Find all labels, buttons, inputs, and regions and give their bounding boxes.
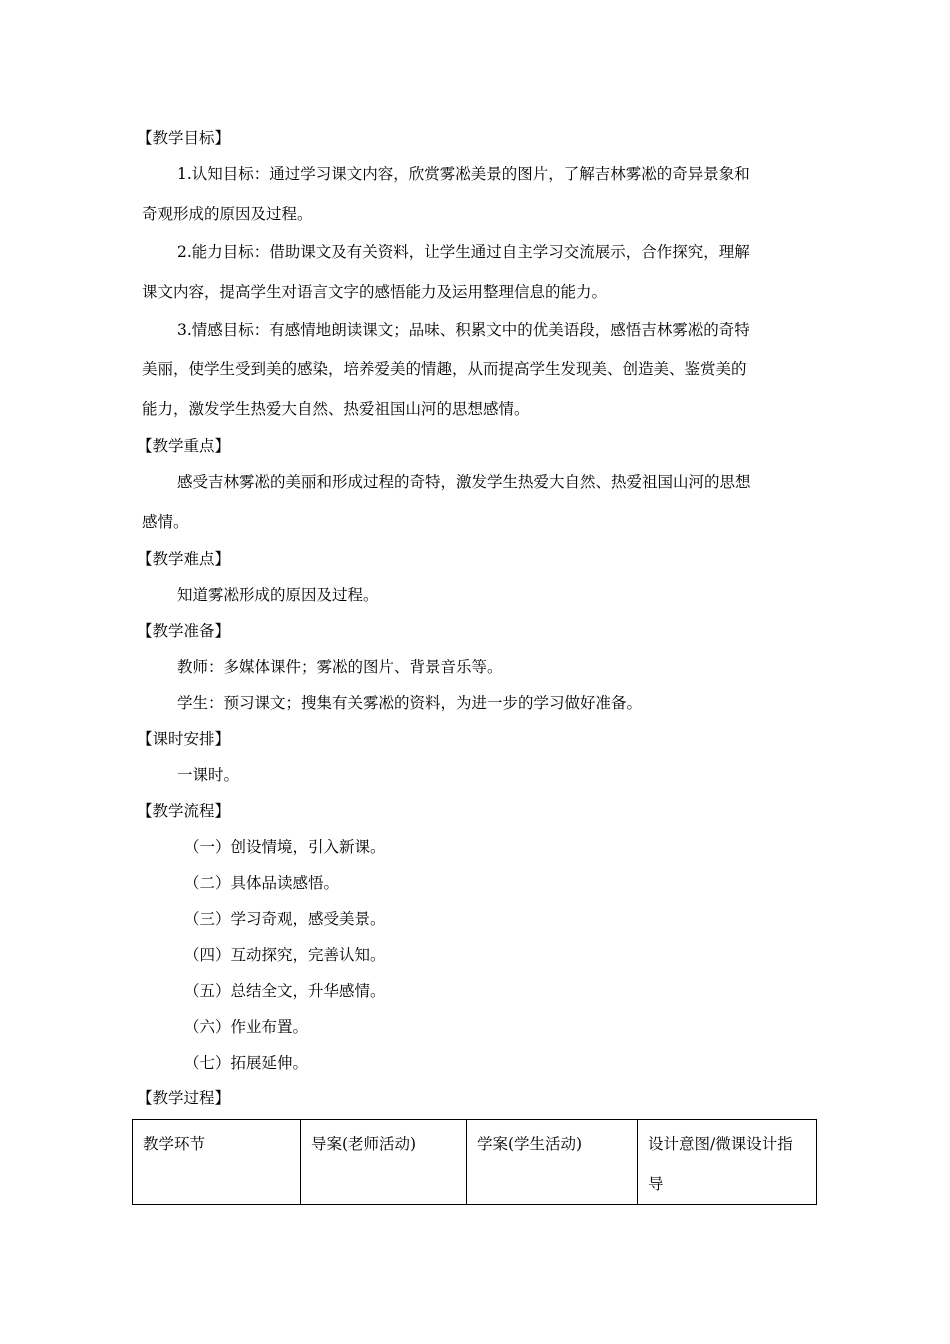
goal-2-line-2: 课文内容，提高学生对语言文字的感悟能力及运用整理信息的能力。 — [142, 283, 608, 301]
table-header-row — [133, 1120, 817, 1205]
goals-heading: 【教学目标】 — [137, 129, 231, 147]
schedule-heading: 【课时安排】 — [137, 730, 231, 748]
table-header-cell: 学案(学生活动) — [467, 1120, 638, 1205]
prep-heading: 【教学准备】 — [137, 622, 231, 640]
goal-3-line-3: 能力，激发学生热爱大自然、热爱祖国山河的思想感情。 — [142, 400, 530, 418]
flow-item: （四）互动探究，完善认知。 — [184, 946, 386, 964]
schedule-line: 一课时。 — [177, 766, 240, 784]
difficulty-line: 知道雾凇形成的原因及过程。 — [177, 586, 379, 604]
goal-3-line-1: 3.情感目标：有感情地朗读课文；品味、积累文中的优美语段，感悟吉林雾凇的奇特 — [177, 321, 750, 339]
flow-item: （三）学习奇观，感受美景。 — [184, 910, 386, 928]
goal-1-line-2: 奇观形成的原因及过程。 — [142, 205, 313, 223]
goal-1-line-1: 1.认知目标：通过学习课文内容，欣赏雾凇美景的图片，了解吉林雾凇的奇异景象和 — [177, 165, 750, 183]
table-header-cell: 设计意图/微课设计指导 — [638, 1120, 817, 1205]
key-heading: 【教学重点】 — [137, 437, 231, 455]
goal-2-line-1: 2.能力目标：借助课文及有关资料，让学生通过自主学习交流展示，合作探究，理解 — [177, 243, 750, 261]
flow-item: （六）作业布置。 — [184, 1018, 309, 1036]
key-line-1: 感受吉林雾凇的美丽和形成过程的奇特，激发学生热爱大自然、热爱祖国山河的思想 — [177, 473, 751, 491]
flow-heading: 【教学流程】 — [137, 802, 231, 820]
goal-3-line-2: 美丽，使学生受到美的感染，培养爱美的情趣，从而提高学生发现美、创造美、鉴赏美的 — [142, 360, 747, 378]
process-table — [132, 1119, 817, 1205]
flow-item: （二）具体品读感悟。 — [184, 874, 340, 892]
flow-item: （五）总结全文，升华感情。 — [184, 982, 386, 1000]
prep-teacher: 教师：多媒体课件；雾凇的图片、背景音乐等。 — [177, 658, 503, 676]
flow-item: （一）创设情境，引入新课。 — [184, 838, 386, 856]
prep-student: 学生：预习课文；搜集有关雾凇的资料，为进一步的学习做好准备。 — [177, 694, 643, 712]
flow-item: （七）拓展延伸。 — [184, 1054, 309, 1072]
difficulty-heading: 【教学难点】 — [137, 550, 231, 568]
process-heading: 【教学过程】 — [137, 1089, 231, 1107]
table-header-cell: 导案(老师活动) — [301, 1120, 467, 1205]
table-header-cell: 教学环节 — [133, 1120, 301, 1205]
key-line-2: 感情。 — [142, 513, 189, 531]
